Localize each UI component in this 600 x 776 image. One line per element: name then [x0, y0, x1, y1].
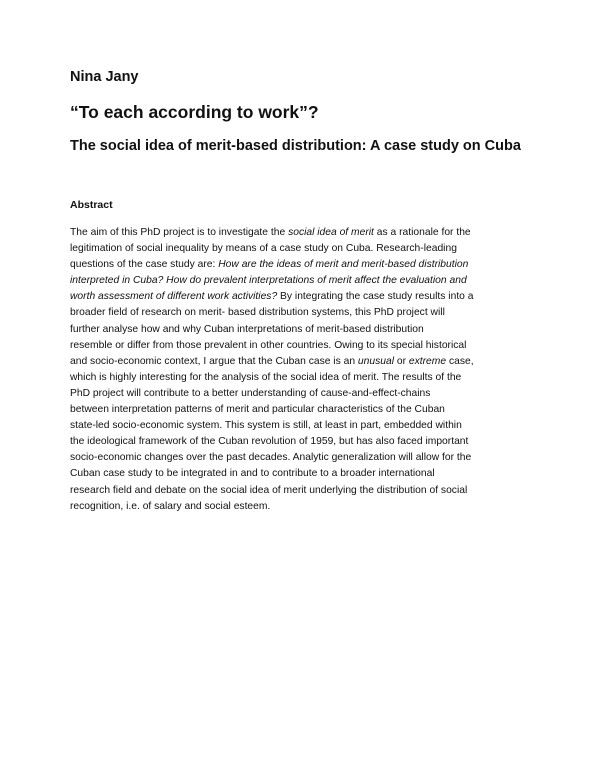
abstract-line	[70, 305, 540, 321]
abstract-line	[70, 354, 540, 370]
abstract-text: case,	[446, 355, 474, 367]
abstract-line	[70, 370, 540, 386]
abstract-line	[70, 322, 540, 338]
author-name: Nina Jany	[70, 69, 139, 85]
abstract-text: or	[394, 355, 409, 367]
abstract-text: as a rationale for the	[373, 227, 471, 238]
abstract-line	[70, 241, 540, 257]
abstract-line	[70, 434, 540, 450]
abstract-text: recognition, i.e. of salary and social esteem.	[70, 500, 271, 512]
abstract-emphasis: unusual	[357, 355, 394, 367]
abstract-line	[70, 402, 540, 418]
abstract-heading: Abstract	[70, 199, 113, 211]
abstract-text: between interpretation patterns of merit and particular characteristics of the Cuban	[70, 404, 445, 416]
abstract-line	[70, 499, 540, 515]
abstract-line	[70, 418, 540, 434]
abstract-text: which is highly interesting for the analysis of the social idea of merit. The results of the	[70, 371, 462, 383]
abstract-emphasis: How are the ideas of merit and merit-based distribution	[218, 259, 469, 271]
abstract-body	[70, 225, 540, 515]
abstract-emphasis: worth assessment of different work activities?	[70, 291, 278, 303]
abstract-emphasis: social idea of merit	[288, 227, 374, 238]
abstract-text: questions of the case study are:	[70, 259, 219, 271]
abstract-text: and socio-economic context, I argue that the Cuban case is an	[70, 355, 358, 367]
document-subtitle: The social idea of merit-based distribution: A case study on Cuba	[70, 138, 521, 154]
abstract-line	[70, 225, 540, 241]
abstract-line	[70, 466, 540, 482]
abstract-emphasis: extreme	[408, 355, 447, 367]
abstract-text: broader field of research on merit- based distribution systems, this PhD project will	[70, 307, 445, 319]
document-title: “To each according to work”?	[70, 102, 319, 122]
abstract-text: research field and debate on the social idea of merit underlying the distribution of social	[70, 484, 468, 496]
abstract-line	[70, 257, 540, 273]
abstract-text: Cuban case study to be integrated in and to contribute to a broader international	[70, 468, 435, 480]
abstract-line	[70, 338, 540, 354]
abstract-text: The aim of this PhD project is to investigate the	[70, 227, 289, 238]
abstract-line	[70, 450, 540, 466]
abstract-line	[70, 386, 540, 402]
abstract-text: By integrating the case study results into a	[277, 291, 474, 303]
abstract-emphasis: interpreted in Cuba? How do prevalent interpretations of merit affect the evaluation and	[70, 275, 467, 287]
abstract-text: socio-economic changes over the past decades. Analytic generalization will allow for the	[70, 452, 472, 464]
abstract-line	[70, 289, 540, 305]
abstract-text: state-led socio-economic system. This system is still, at least in part, embedded within	[70, 420, 462, 432]
abstract-text: PhD project will contribute to a better understanding of cause-and-effect-chains	[70, 387, 431, 399]
abstract-text: legitimation of social inequality by means of a case study on Cuba. Research-leading	[70, 243, 457, 255]
abstract-line	[70, 483, 540, 499]
abstract-text: resemble or differ from those prevalent in other countries. Owing to its special historical	[70, 339, 467, 351]
abstract-line	[70, 273, 540, 289]
abstract-text: the ideological framework of the Cuban revolution of 1959, but has also faced important	[70, 436, 469, 448]
abstract-text: further analyse how and why Cuban interpretations of merit-based distribution	[70, 323, 424, 335]
